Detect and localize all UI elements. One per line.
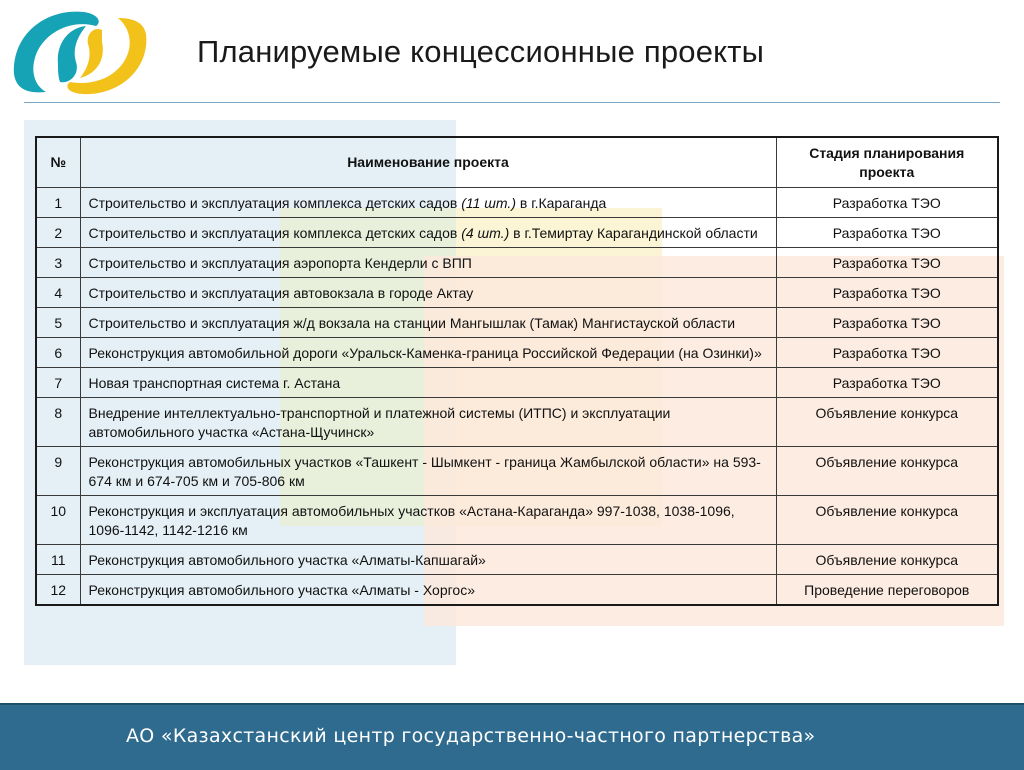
- project-name-text: Реконструкция автомобильного участка «Алматы - Хоргос»: [88, 582, 475, 598]
- project-name: [80, 218, 776, 248]
- planning-stage: Разработка ТЭО: [776, 248, 998, 278]
- row-number: 6: [36, 338, 80, 368]
- row-number: 10: [36, 496, 80, 545]
- footer-bar: [0, 703, 1024, 770]
- project-name: [80, 575, 776, 606]
- project-name: [80, 545, 776, 575]
- project-name-text: Реконструкция автомобильного участка «Алматы-Капшагай»: [88, 552, 486, 568]
- row-number: 3: [36, 248, 80, 278]
- project-name-text: Строительство и эксплуатация комплекса детских садов: [88, 225, 462, 241]
- project-name: [80, 496, 776, 545]
- table-row: [36, 188, 998, 218]
- planning-stage: Разработка ТЭО: [776, 368, 998, 398]
- page-title: Планируемые концессионные проекты: [197, 34, 765, 69]
- row-number: 2: [36, 218, 80, 248]
- table-row: [36, 278, 998, 308]
- planning-stage: Разработка ТЭО: [776, 188, 998, 218]
- planning-stage: Объявление конкурса: [776, 398, 998, 447]
- table-row: [36, 368, 998, 398]
- project-name-text: Строительство и эксплуатация аэропорта Кендерли с ВПП: [88, 255, 472, 271]
- logo-swirl-icon: [6, 4, 152, 100]
- header-divider: [24, 102, 1000, 103]
- planning-stage: Разработка ТЭО: [776, 278, 998, 308]
- row-number: 7: [36, 368, 80, 398]
- project-name-text: Строительство и эксплуатация ж/д вокзала на станции Мангышлак (Тамак) Мангистауской области: [88, 315, 736, 331]
- project-name-text: Строительство и эксплуатация комплекса детских садов: [88, 195, 462, 211]
- header-planning-stage: Стадия планирования проекта: [776, 137, 998, 188]
- row-number: 12: [36, 575, 80, 606]
- table-row: [36, 248, 998, 278]
- project-name: [80, 398, 776, 447]
- planning-stage: Проведение переговоров: [776, 575, 998, 606]
- planning-stage: Объявление конкурса: [776, 447, 998, 496]
- row-number: 4: [36, 278, 80, 308]
- project-name-text: Реконструкция автомобильной дороги «Уральск-Каменка-граница Российской Федерации (на Озинки)»: [88, 345, 762, 361]
- project-name-text: Реконструкция и эксплуатация автомобильных участков «Астана-Караганда» 997-1038, 1038-1096, 1096-1142, 1142-1216 км: [88, 503, 735, 538]
- planning-stage: Разработка ТЭО: [776, 218, 998, 248]
- table-row: [36, 218, 998, 248]
- project-name: [80, 188, 776, 218]
- project-name: [80, 248, 776, 278]
- table-row: [36, 398, 998, 447]
- project-name: [80, 278, 776, 308]
- project-name-text: Строительство и эксплуатация автовокзала в городе Актау: [88, 285, 474, 301]
- projects-table: [35, 136, 999, 606]
- header-project-name: Наименование проекта: [80, 137, 776, 188]
- planning-stage: Объявление конкурса: [776, 496, 998, 545]
- project-name-location: в г.Караганда: [515, 195, 607, 211]
- project-name-text: Новая транспортная система г. Астана: [88, 375, 341, 391]
- project-name-location: в г.Темиртау Карагандинской области: [509, 225, 758, 241]
- project-name: [80, 308, 776, 338]
- company-logo: [6, 4, 152, 100]
- planning-stage: Объявление конкурса: [776, 545, 998, 575]
- table-header-row: [36, 137, 998, 188]
- table-row: [36, 308, 998, 338]
- table-row: [36, 575, 998, 606]
- table-row: [36, 338, 998, 368]
- planning-stage: Разработка ТЭО: [776, 308, 998, 338]
- planning-stage: Разработка ТЭО: [776, 338, 998, 368]
- table-row: [36, 447, 998, 496]
- table-row: [36, 545, 998, 575]
- project-name: [80, 368, 776, 398]
- footer-organization-name: АО «Казахстанский центр государственно-частного партнерства»: [126, 725, 816, 747]
- row-number: 11: [36, 545, 80, 575]
- row-number: 5: [36, 308, 80, 338]
- table-row: [36, 496, 998, 545]
- project-name: [80, 338, 776, 368]
- row-number: 1: [36, 188, 80, 218]
- header-number: №: [36, 137, 80, 188]
- project-name: [80, 447, 776, 496]
- row-number: 8: [36, 398, 80, 447]
- project-name-text: Внедрение интеллектуально-транспортной и платежной системы (ИТПС) и эксплуатации автомобильного участка «Астана-Щучинск»: [88, 405, 671, 440]
- project-quantity: (11 шт.): [461, 195, 516, 211]
- project-quantity: (4 шт.): [461, 225, 510, 241]
- row-number: 9: [36, 447, 80, 496]
- project-name-text: Реконструкция автомобильных участков «Ташкент - Шымкент - граница Жамбылской области» на 593-674 км и 674-705 км и 705-806 км: [88, 454, 761, 489]
